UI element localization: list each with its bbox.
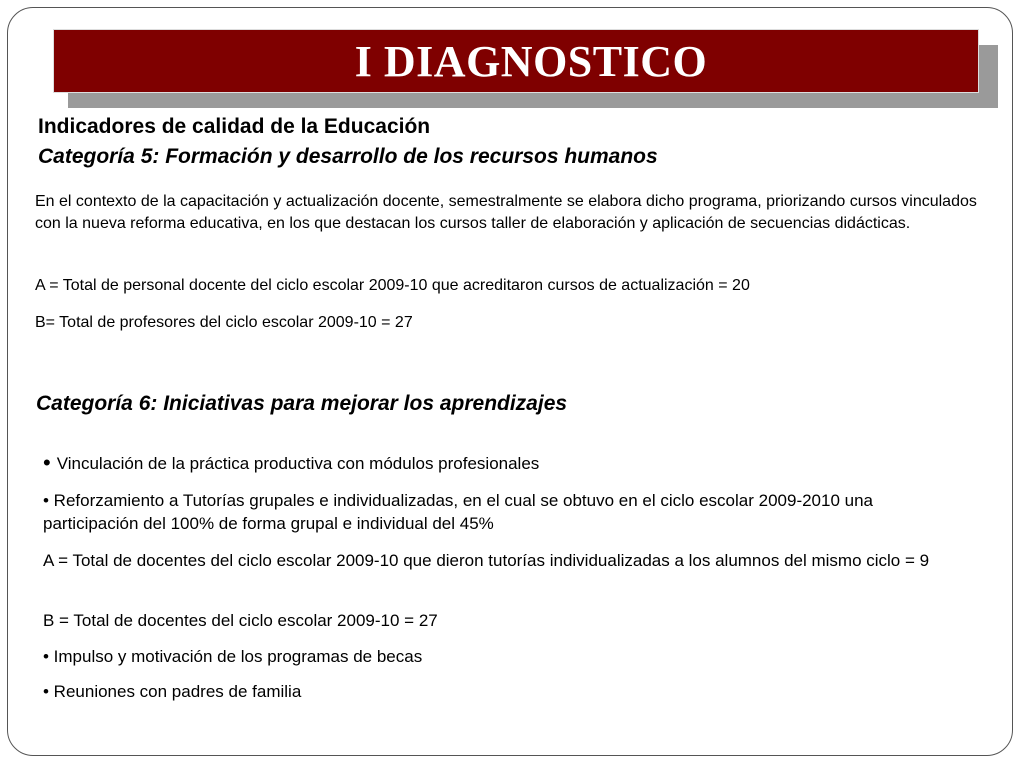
list-item: • Reuniones con padres de familia xyxy=(43,682,302,701)
bullet-icon: • xyxy=(43,450,51,475)
category-6-title: Categoría 6: Iniciativas para mejorar los aprendizajes xyxy=(36,392,568,415)
slide-title: I DIAGNOSTICO xyxy=(354,36,708,86)
list-item: • Reforzamiento a Tutorías grupales e individualizadas, en el cual se obtuvo en el ciclo escolar 2009-2010 una participación del 100% de forma grupal e individual del 45% xyxy=(43,491,874,533)
category-5-b-line: B= Total de profesores del ciclo escolar 2009-10 = 27 xyxy=(35,314,413,331)
section-heading: Indicadores de calidad de la Educación xyxy=(38,115,431,138)
category-5-paragraph: En el contexto de la capacitación y actualización docente, semestralmente se elabora dicho programa, priorizando cursos vinculados con la nueva reforma educativa, en los que destacan los cursos taller de elaboración y aplicación de secuencias didácticas. xyxy=(35,193,977,232)
category-5-a-line: A = Total de personal docente del ciclo escolar 2009-10 que acreditaron cursos de actualización = 20 xyxy=(35,277,750,294)
title-banner xyxy=(53,29,979,93)
list-item-text: Vinculación de la práctica productiva con módulos profesionales xyxy=(56,454,540,473)
category-6-a-line: A = Total de docentes del ciclo escolar 2009-10 que dieron tutorías individualizadas a los alumnos del mismo ciclo = 9 xyxy=(43,551,930,570)
category-5-title: Categoría 5: Formación y desarrollo de los recursos humanos xyxy=(38,145,658,168)
list-item: • Impulso y motivación de los programas de becas xyxy=(43,647,423,666)
list-item xyxy=(43,451,539,476)
category-6-b-line: B = Total de docentes del ciclo escolar 2009-10 = 27 xyxy=(43,611,438,630)
